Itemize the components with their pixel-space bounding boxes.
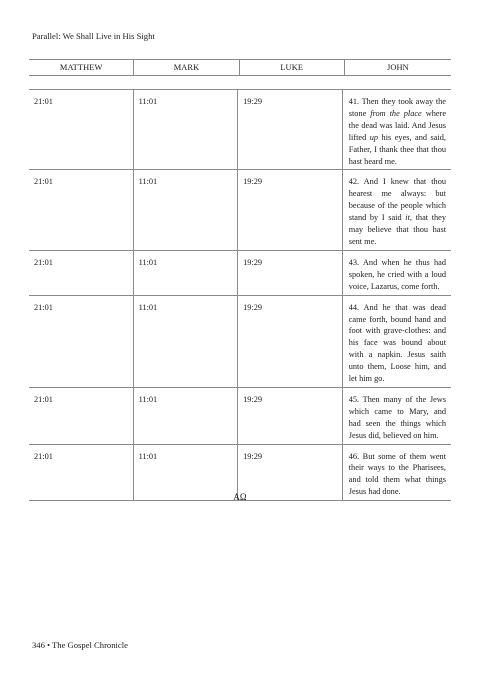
cell-john-verse <box>342 250 451 295</box>
page-footer: 346 • The Gospel Chronicle <box>32 640 128 650</box>
cell-luke: 19:29 <box>238 295 343 387</box>
cell-mark: 11:01 <box>133 444 238 501</box>
cell-john-verse <box>342 90 451 170</box>
verse-italic-text: from the place <box>370 108 422 118</box>
parallel-table-body <box>29 90 451 501</box>
cell-luke: 19:29 <box>238 250 343 295</box>
column-header-john: JOHN <box>344 60 451 76</box>
cell-luke: 19:29 <box>238 444 343 501</box>
cell-mark: 11:01 <box>133 90 238 170</box>
table-row <box>29 295 451 387</box>
verse-text: where the dead was laid. And Jesus lifted <box>348 108 447 142</box>
column-header-matthew: MATTHEW <box>29 60 134 76</box>
verse-text: his eyes, and said, Father, I thank thee that thou hast heard me. <box>348 132 446 166</box>
cell-luke: 19:29 <box>238 170 343 250</box>
cell-matthew: 21:01 <box>29 295 133 387</box>
verse-italic-text: it <box>405 213 410 223</box>
table-row <box>29 90 451 170</box>
cell-matthew: 21:01 <box>29 387 133 444</box>
table-row <box>29 250 451 295</box>
column-header-row <box>29 60 451 76</box>
column-header-luke: LUKE <box>239 60 344 76</box>
column-header-mark: MARK <box>134 60 239 76</box>
verse-text: 41. Then they took away the stone <box>348 97 446 118</box>
verse-text: 43. And when he thus had spoken, he cried with a loud voice, Lazarus, come forth. <box>348 257 446 291</box>
cell-mark: 11:01 <box>133 295 238 387</box>
table-row <box>29 387 451 444</box>
verse-text: , that they may believe that thou hast sent me. <box>348 213 446 246</box>
cell-mark: 11:01 <box>133 250 238 295</box>
cell-mark: 11:01 <box>133 170 238 250</box>
verse-text: 42. And I knew that thou hearest me always: but because of the people which stand by I said <box>348 177 446 223</box>
page-title: Parallel: We Shall Live in His Sight <box>32 31 155 41</box>
verse-text: 45. Then many of the Jews which came to Mary, and had seen the things which Jesus did, believed on him. <box>348 394 446 440</box>
column-header-table <box>29 59 451 76</box>
verse-text: 44. And he that was dead came forth, bound hand and foot with grave-clothes: and his face was bound about with a napkin. Jesus saith unto them, Loose him, and let him go. <box>348 302 446 384</box>
verse-italic-text: up <box>369 132 379 142</box>
cell-john-verse <box>342 387 451 444</box>
cell-luke: 19:29 <box>238 387 343 444</box>
cell-john-verse <box>342 170 451 250</box>
verse-text: 46. But some of them went their ways to the Pharisees, and told them what things Jesus had done. <box>348 451 446 497</box>
cell-mark: 11:01 <box>133 387 238 444</box>
parallel-table <box>29 89 451 501</box>
cell-matthew: 21:01 <box>29 250 133 295</box>
table-row <box>29 170 451 250</box>
alpha-omega-mark: ΑΩ <box>233 492 247 502</box>
cell-john-verse <box>342 295 451 387</box>
cell-matthew: 21:01 <box>29 170 133 250</box>
cell-matthew: 21:01 <box>29 444 133 501</box>
cell-matthew: 21:01 <box>29 90 133 170</box>
cell-luke: 19:29 <box>238 90 343 170</box>
